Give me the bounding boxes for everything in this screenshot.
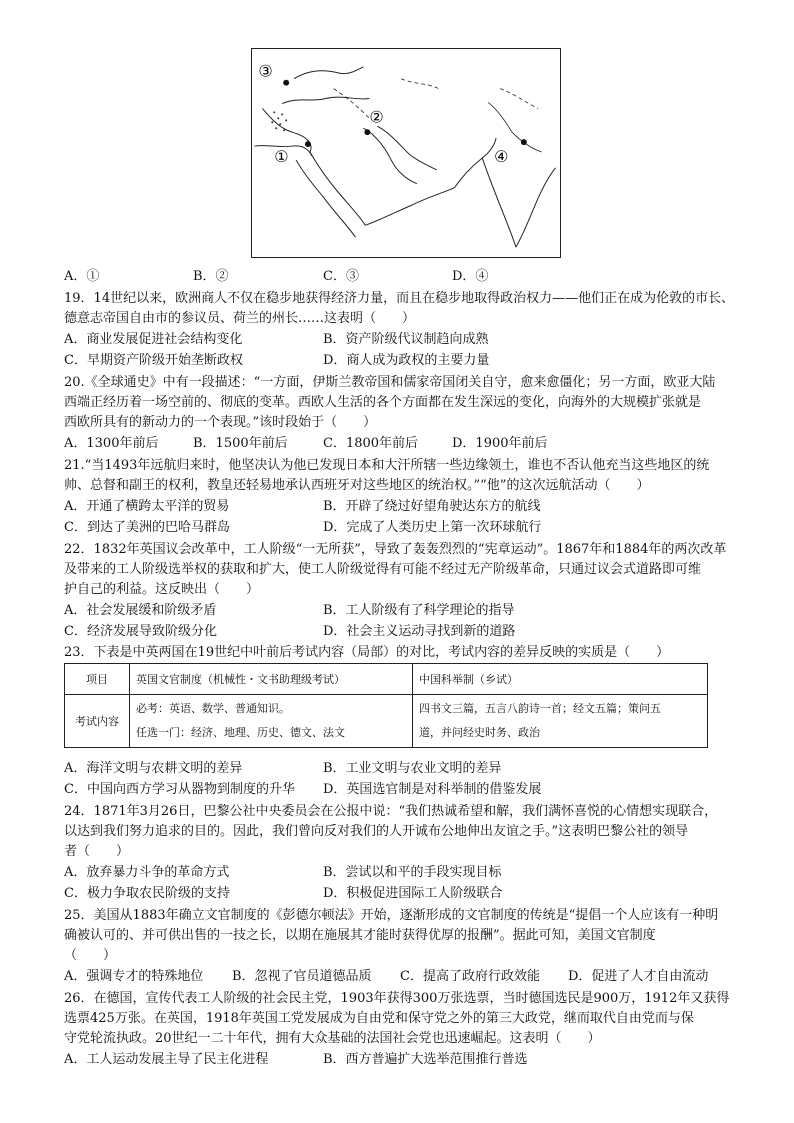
q23-option-c[interactable]: C．中国向西方学习从器物到制度的升华 bbox=[64, 782, 295, 797]
q19-option-b[interactable]: B．资产阶级代议制趋向成熟 bbox=[323, 332, 489, 347]
table-row-label: 考试内容 bbox=[65, 695, 130, 748]
q22-option-b[interactable]: B．工人阶级有了科学理论的指导 bbox=[323, 603, 515, 618]
q19-option-d[interactable]: D．商人成为政权的主要力量 bbox=[323, 353, 490, 368]
q22-stem-1: 22．1832年英国议会改革中，工人阶级“一无所获”，导致了轰轰烈烈的“宪章运动”。1867年和1884年的两次改革 bbox=[64, 542, 727, 557]
q21-option-d[interactable]: D．完成了人类历史上第一次环球航行 bbox=[323, 520, 542, 535]
q26-stem-2: 选票425万张。在英国，1918年英国工党发展成为自由党和保守党之外的第三大政党，继而取代自由党而与保 bbox=[64, 1011, 694, 1026]
exam-comparison-table bbox=[64, 663, 708, 748]
q21-stem-1: 21.“当1493年远航归来时，他坚决认为他已发现日本和大汗所辖一些边缘领土，谁也不否认他充当这些地区的统 bbox=[64, 458, 710, 473]
q23-option-a[interactable]: A．海洋文明与农耕文明的差异 bbox=[64, 761, 243, 776]
q19-stem-2: 德意志帝国自由市的参议员、荷兰的州长……这表明（ ） bbox=[64, 311, 416, 326]
uk-line-1: 必考：英语、数学、普通知识。 bbox=[136, 702, 290, 715]
table-cell-uk bbox=[130, 695, 413, 748]
marker-2: ② bbox=[369, 107, 384, 127]
marker-3: ③ bbox=[258, 61, 273, 81]
marker-4: ④ bbox=[494, 146, 509, 166]
map-drawing bbox=[252, 49, 560, 257]
q22-stem-2: 及带来的工人阶级选举权的获取和扩大，使工人阶级觉得有可能不经过无产阶级革命，只通过议会式道路即可维 bbox=[64, 562, 702, 577]
q21-option-c[interactable]: C．到达了美洲的巴哈马群岛 bbox=[64, 520, 230, 535]
q21-option-a[interactable]: A．开通了横跨太平洋的贸易 bbox=[64, 499, 230, 514]
q20-stem-2: 西端正经历着一场空前的、彻底的变革。西欧人生活的各个方面都在发生深远的变化，向海外的大规模扩张就是 bbox=[64, 395, 702, 410]
q18-option-b[interactable]: B．② bbox=[193, 269, 229, 284]
uk-line-2: 任选一门：经济、地理、历史、德文、法文 bbox=[136, 726, 345, 739]
q19-option-c[interactable]: C．早期资产阶级开始垄断政权 bbox=[64, 353, 243, 368]
q26-stem-1: 26．在德国，宣传代表工人阶级的社会民主党，1903年获得300万张选票，当时德国选民是900万，1912年又获得 bbox=[64, 991, 730, 1006]
q24-option-a[interactable]: A．放弃暴力斗争的革命方式 bbox=[64, 865, 230, 880]
q20-option-b[interactable]: B．1500年前后 bbox=[193, 436, 288, 451]
q23-option-b[interactable]: B．工业文明与农业文明的差异 bbox=[323, 761, 502, 776]
table-cell-cn bbox=[413, 695, 708, 748]
q22-option-c[interactable]: C．经济发展导致阶级分化 bbox=[64, 624, 217, 639]
map-figure bbox=[251, 48, 561, 258]
marker-1: ① bbox=[274, 146, 289, 166]
q24-option-b[interactable]: B．尝试以和平的手段实现目标 bbox=[323, 865, 502, 880]
q18-option-a[interactable]: A．① bbox=[64, 269, 100, 284]
q25-option-c[interactable]: C．提高了政府行政效能 bbox=[400, 969, 540, 984]
q26-stem-3: 守党轮流执政。20世纪一二十年代，拥有大众基础的法国社会党也迅速崛起。这表明（ ） bbox=[64, 1031, 601, 1046]
q25-stem-2: 确被认可的、并可供出售的一技之长，以期在施展其才能时获得优厚的报酬”。据此可知，美国文官制度 bbox=[64, 928, 656, 943]
q21-stem-2: 帅、总督和副王的权利，教皇还轻易地承认西班牙对这些地区的统治权。”“他”的这次远航活动（ ） bbox=[64, 478, 650, 493]
q22-option-d[interactable]: D．社会主义运动寻找到新的道路 bbox=[323, 624, 516, 639]
q23-option-d[interactable]: D．英国选官制是对科举制的借鉴发展 bbox=[323, 782, 542, 797]
q25-stem-1: 25．美国从1883年确立文官制度的《彭德尔顿法》开始，逐渐形成的文官制度的传统是“提倡一个人应该有一种明 bbox=[64, 908, 719, 923]
q19-option-a[interactable]: A．商业发展促进社会结构变化 bbox=[64, 332, 243, 347]
q23-stem-1: 23．下表是中英两国在19世纪中叶前后考试内容（局部）的对比，考试内容的差异反映的实质是（ ） bbox=[64, 645, 670, 660]
table-header-cn: 中国科举制（乡试） bbox=[413, 664, 708, 695]
q25-stem-3: （ ） bbox=[64, 948, 117, 963]
table-header-item: 项目 bbox=[65, 664, 130, 695]
cn-line-1: 四书文三篇，五言八韵诗一首；经文五篇；策问五 bbox=[419, 702, 661, 715]
q24-option-d[interactable]: D．积极促进国际工人阶级联合 bbox=[323, 886, 503, 901]
q24-stem-2: 以达到我们努力追求的目的。因此，我们曾向反对我们的人开诚布公地伸出友谊之手。”这表明巴黎公社的领导 bbox=[64, 824, 689, 839]
q25-option-b[interactable]: B．忽视了官员道德品质 bbox=[232, 969, 372, 984]
q24-option-c[interactable]: C．极力争取农民阶级的支持 bbox=[64, 886, 230, 901]
q20-stem-1: 20.《全球通史》中有一段描述：“一方面，伊斯兰教帝国和儒家帝国闭关自守，愈来愈僵化；另一方面，欧亚大陆 bbox=[64, 375, 716, 390]
q18-option-c[interactable]: C．③ bbox=[323, 269, 359, 284]
q22-stem-3: 护自己的利益。这反映出（ ） bbox=[64, 582, 260, 597]
cn-line-2: 道，并问经史时务、政治 bbox=[419, 726, 540, 739]
q25-option-d[interactable]: D．促进了人才自由流动 bbox=[568, 969, 709, 984]
q24-stem-1: 24．1871年3月26日，巴黎公社中央委员会在公报中说：“我们热诚希望和解，我们满怀喜悦的心情想实现联合， bbox=[64, 804, 718, 819]
q22-option-a[interactable]: A．社会发展缓和阶级矛盾 bbox=[64, 603, 217, 618]
q20-option-c[interactable]: C．1800年前后 bbox=[323, 436, 419, 451]
q26-option-b[interactable]: B．西方普遍扩大选举范围推行普选 bbox=[323, 1052, 528, 1067]
q25-option-a[interactable]: A．强调专才的特殊地位 bbox=[64, 969, 204, 984]
table-header-uk: 英国文官制度（机械性・文书助理级考试） bbox=[130, 664, 413, 695]
q20-option-a[interactable]: A．1300年前后 bbox=[64, 436, 159, 451]
q21-option-b[interactable]: B．开辟了绕过好望角驶达东方的航线 bbox=[323, 499, 541, 514]
q24-stem-3: 者（ ） bbox=[64, 844, 130, 859]
q19-stem-1: 19．14世纪以来，欧洲商人不仅在稳步地获得经济力量，而且在稳步地取得政治权力——他们正在成为伦敦的市长、 bbox=[64, 291, 735, 306]
q18-option-d[interactable]: D．④ bbox=[452, 269, 489, 284]
q20-stem-3: 西欧所具有的新动力的一个表现。”该时段始于（ ） bbox=[64, 415, 377, 430]
q26-option-a[interactable]: A．工人运动发展主导了民主化进程 bbox=[64, 1052, 269, 1067]
q20-option-d[interactable]: D．1900年前后 bbox=[452, 436, 548, 451]
